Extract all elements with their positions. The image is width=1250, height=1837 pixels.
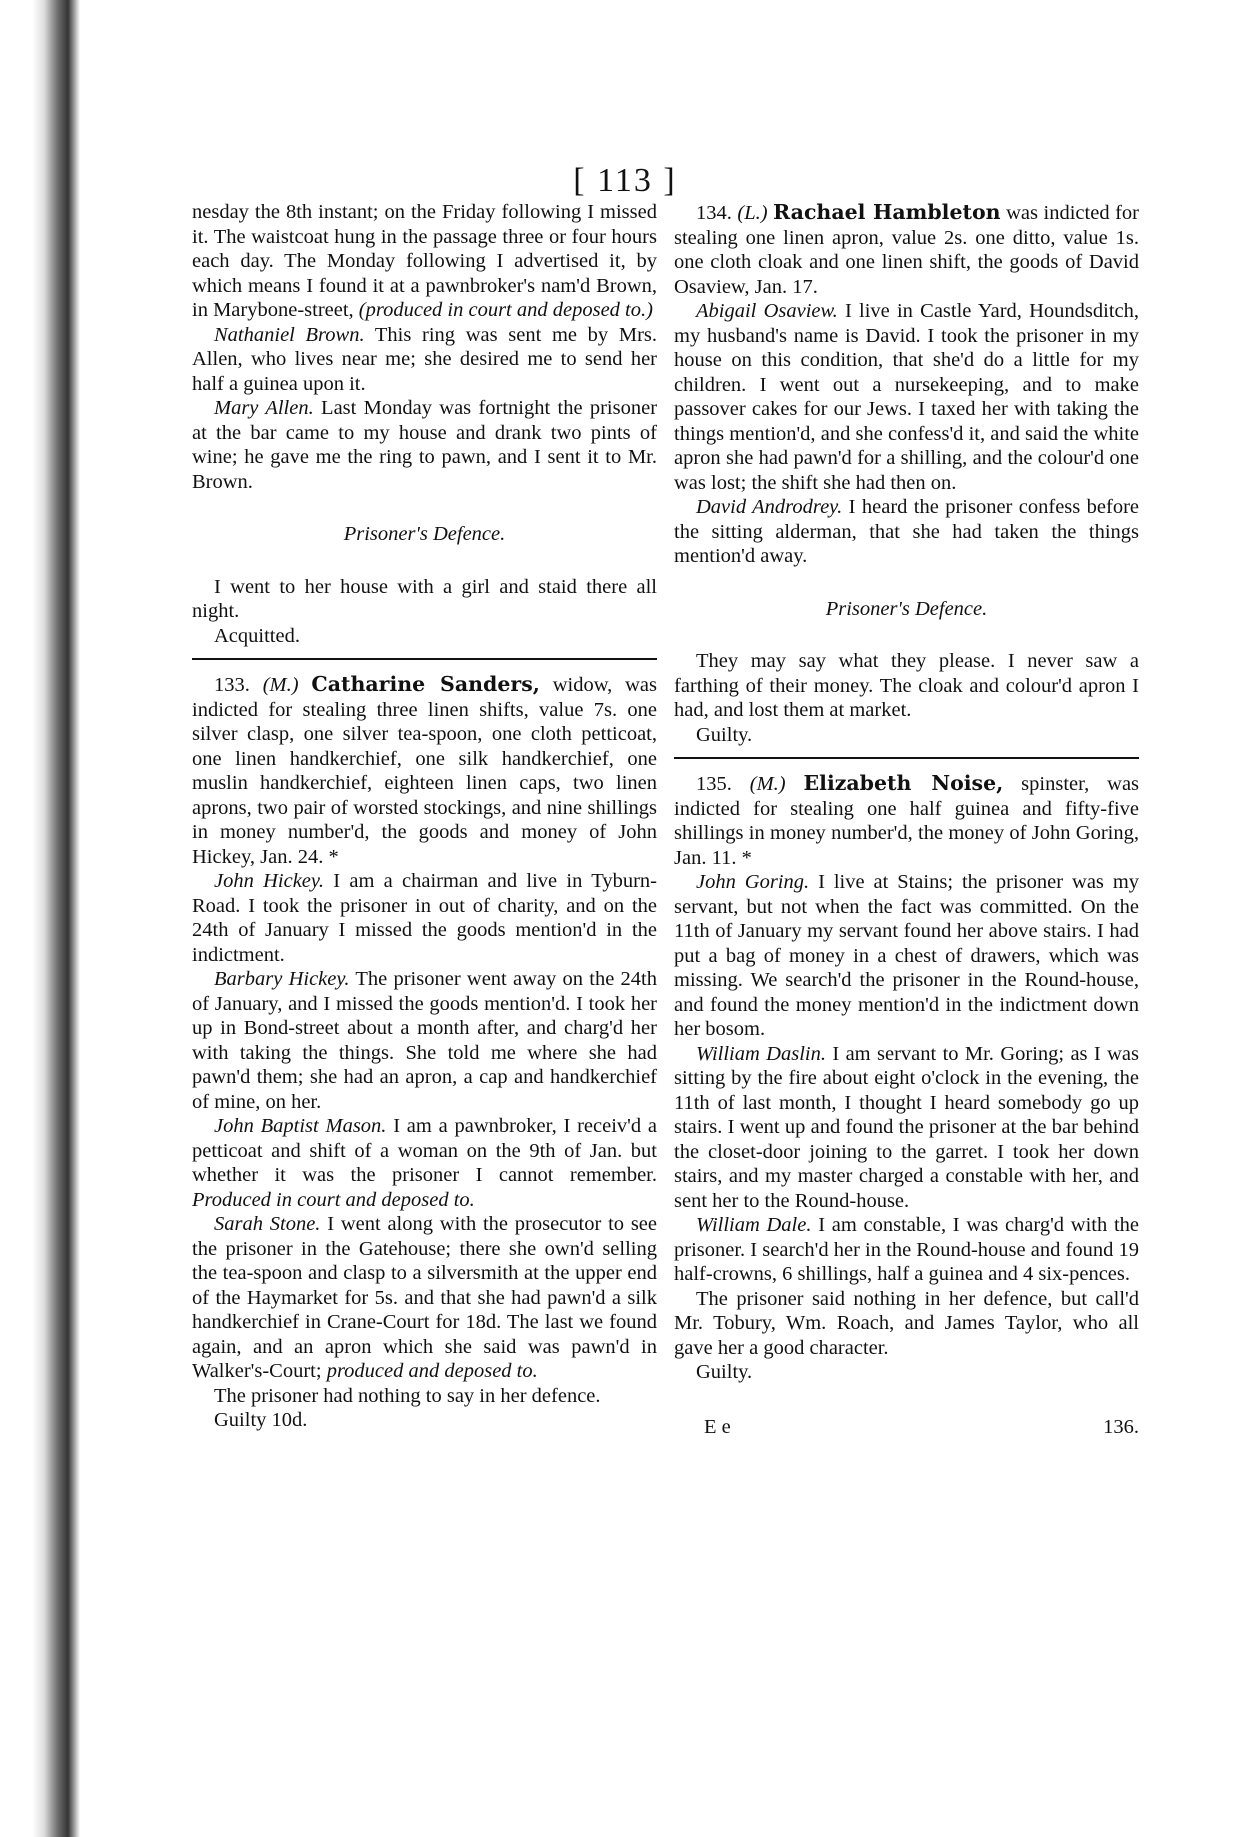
testimony: John Baptist Mason. I am a pawnbroker, I receiv'd a petticoat and shift of a woman on the 9th of Jan. but whether it was the prisoner I cannot remember. Produced in court and deposed to. [192,1115,657,1211]
testimony: John Goring. I live at Stains; the prisoner was my servant, but not when the fact was committed. On the 11th of January my servant found her above stairs. I had put a bag of money in a chest of drawers, which was missing. We search'd the prisoner in the Round-house, and found the money mention'd in the indictment down her bosom. [674,871,1140,1040]
section-heading: Prisoner's Defence. [825,597,988,620]
testimony: William Dale. I am constable, I was charg'd with the prisoner. I search'd her in the Round-house and found 19 half-crowns, 6 shillings, half a guinea and 4 six-pences. [674,1214,1139,1285]
testimony: William Daslin. I am servant to Mr. Goring; as I was sitting by the fire about eight o'clock in the evening, the 11th of last month, I thought I heard somebody go up stairs. I went up and found the prisoner at the bar behind the closet-door joining to the garret. I took her down stairs, and my master charged a constable with her, and sent her to the Round-house. [674,1042,1140,1212]
verdict: Acquitted. [214,624,300,647]
catchword: 136. [1103,1416,1139,1438]
case-entry: 134. (L.) Rachael Hambleton was indicted for stealing one linen apron, value 2s. one ditto, value 1s. one cloth cloak and one linen shift, the goods of David Osaview, Jan. 17. [674,200,1140,298]
closing-text: The prisoner had nothing to say in her defence. [214,1384,601,1407]
testimony: Abigail Osaview. I live in Castle Yard, Houndsditch, my husband's name is David. I took the prisoner in my house on this condition, that she'd do a little for my children. I went out a nursekeeping, and to make passover cakes for our Jews. I taxed her with taking the things mention'd, and she confess'd it, and said the white apron she had pawn'd for a shilling, and the colour'd one was lost; the shift she had then on. [674,300,1140,494]
closing-text: The prisoner said nothing in her defence, but call'd Mr. Tobury, Wm. Roach, and James Taylor, who all gave her a good character. [674,1287,1139,1359]
verdict: Guilty 10d. [214,1409,308,1431]
testimony: John Hickey. I am a chairman and live in Tyburn-Road. I took the prisoner in out of charity, and on the 24th of January I missed the goods mention'd in the indictment. [192,870,657,966]
signature-mark: E e [704,1416,731,1438]
book-binding-shadow [0,0,80,1837]
testimony: Sarah Stone. I went along with the prosecutor to see the prisoner in the Gatehouse; there she own'd selling the tea-spoon and clasp to a silversmith at the upper end of the Haymarket for 5s. and that she had pawn'd a silk handkerchief in Crane-Court for 18d. The last we found again, and an apron which she said was pawn'd in Walker's-Court; produced and deposed to. [192,1213,658,1382]
defence-text: I went to her house with a girl and staid there all night. [192,575,657,622]
verdict: Guilty. [696,1361,753,1383]
case-entry: 133. (M.) Catharine Sanders, widow, was indicted for stealing three linen shifts, value 7s. one silver clasp, one silver tea-spoon, one cloth petticoat, one linen handkerchief, one silk handkerchief, one muslin handkerchief, eighteen linen caps, two linen aprons, two pair of worsted stockings, and nine shillings in money number'd, the goods and money of John Hickey, Jan. 24. * [192,672,658,868]
verdict: Guilty. [696,723,753,746]
paragraph: nesday the 8th instant; on the Friday following I missed it. The waistcoat hung in the passage three or four hours each day. The Monday following I advertised it, by which means I found it at a pawnbroker's nam'd Brown, in Marybone-street, (produced in court and deposed to.) [192,201,657,321]
testimony: Barbary Hickey. The prisoner went away on the 24th of January, and I missed the goods mention'd. I took her up in Bond-street about a month after, and charg'd her with taking the things. She told me where she had pawn'd them; she had an apron, a cap and handkerchief of mine, on her. [192,968,657,1113]
case-entry: 135. (M.) Elizabeth Noise, spinster, was indicted for stealing one half guinea and fifty-five shillings in money number'd, the money of John Goring, Jan. 11. * [674,771,1140,869]
testimony: David Androdrey. I heard the prisoner confess before the sitting alderman, that she had taken the things mention'd away. [674,496,1139,567]
section-heading: Prisoner's Defence. [343,523,506,545]
right-column [674,200,1139,1385]
divider [674,757,1139,759]
testimony: Mary Allen. Last Monday was fortnight the prisoner at the bar came to my house and drank two pints of wine; he gave me the ring to pawn, and I sent it to Mr. Brown. [192,397,658,493]
testimony: Nathaniel Brown. This ring was sent me by Mrs. Allen, who lives near me; she desired me to send her half a guinea upon it. [192,323,657,395]
divider [192,658,657,660]
page-number: [ 113 ] [573,162,677,199]
left-column [192,200,657,1433]
defence-text: They may say what they please. I never saw a farthing of their money. The cloak and colour'd apron I had, and lost them at market. [674,650,1139,721]
